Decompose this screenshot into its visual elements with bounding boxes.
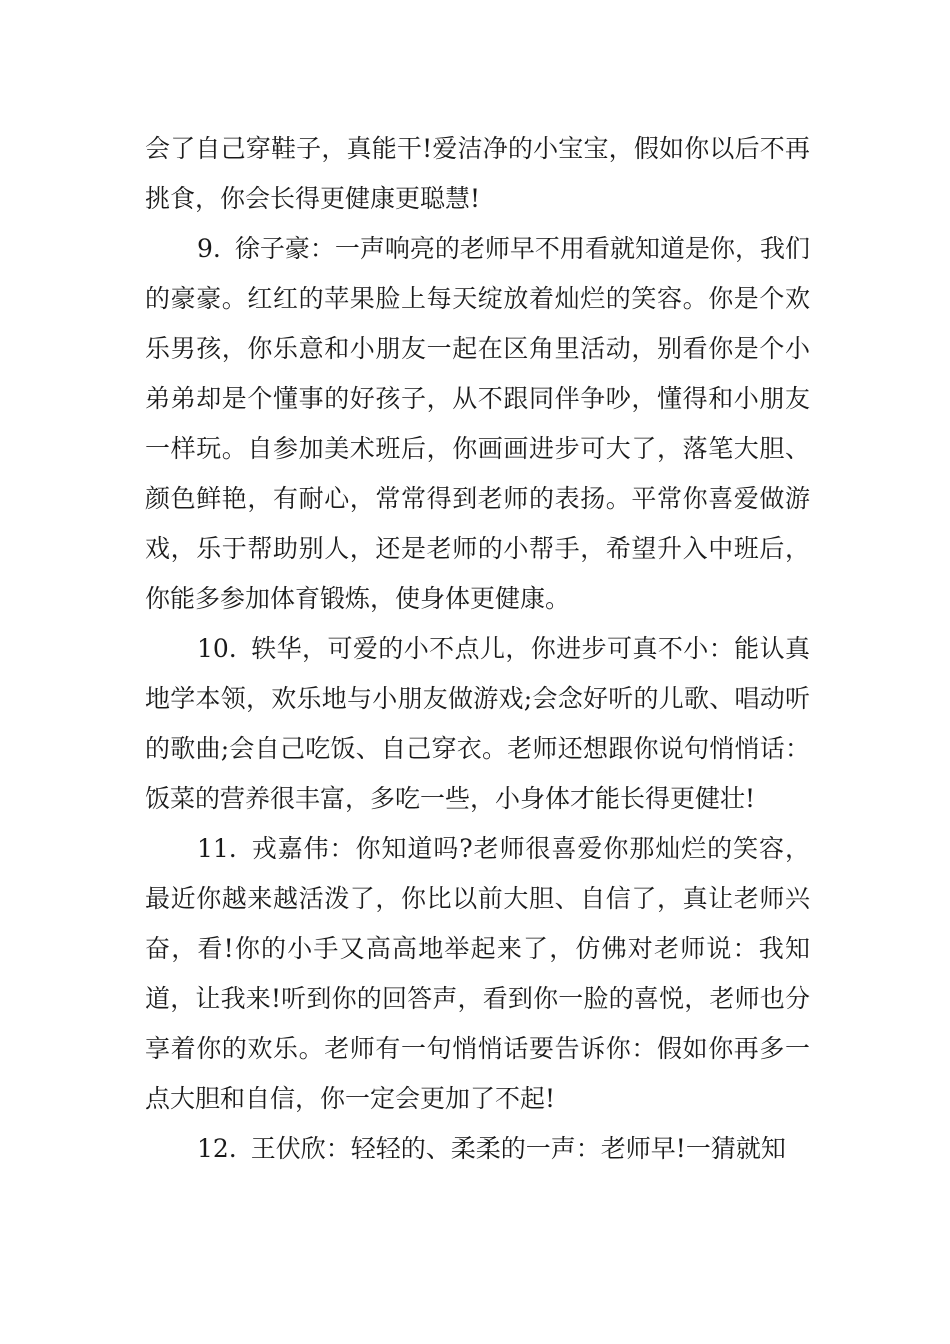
item-number: 12. [197,1134,237,1163]
paragraph-item-10 [145,624,810,824]
paragraph-text: 戎嘉伟：你知道吗?老师很喜爱你那灿烂的笑容，最近你越来越活泼了，你比以前大胆、自信了，真让老师兴奋，看!你的小手又高高地举起来了，仿佛对老师说：我知道，让我来!听到你的回答声，看到你一脸的喜悦，老师也分享着你的欢乐。老师有一句悄悄话要告诉你：假如你再多一点大胆和自信，你一定会更加了不起! [145,834,810,1113]
item-number: 9. [197,234,221,263]
paragraph-item-9 [145,224,810,624]
paragraph-item-12 [145,1124,810,1174]
document-body [145,124,810,1174]
paragraph-text: 王伏欣：轻轻的、柔柔的一声：老师早!一猜就知 [250,1134,786,1163]
paragraph-text: 会了自己穿鞋子，真能干!爱洁净的小宝宝，假如你以后不再挑食，你会长得更健康更聪慧! [145,134,810,213]
item-number: 10. [197,634,237,663]
item-number: 11. [197,834,237,863]
paragraph-continued [145,124,810,224]
paragraph-item-11 [145,824,810,1124]
paragraph-text: 徐子豪：一声响亮的老师早不用看就知道是你，我们的豪豪。红红的苹果脸上每天绽放着灿烂的笑容。你是个欢乐男孩，你乐意和小朋友一起在区角里活动，别看你是个小弟弟却是个懂事的好孩子，从不跟同伴争吵，懂得和小朋友一样玩。自参加美术班后，你画画进步可大了，落笔大胆、颜色鲜艳，有耐心，常常得到老师的表扬。平常你喜爱做游戏，乐于帮助别人，还是老师的小帮手，希望升入中班后，你能多参加体育锻炼，使身体更健康。 [145,234,810,613]
paragraph-text: 轶华，可爱的小不点儿，你进步可真不小：能认真地学本领，欢乐地与小朋友做游戏;会念好听的儿歌、唱动听的歌曲;会自己吃饭、自己穿衣。老师还想跟你说句悄悄话：饭菜的营养很丰富，多吃一些，小身体才能长得更健壮! [145,634,810,813]
